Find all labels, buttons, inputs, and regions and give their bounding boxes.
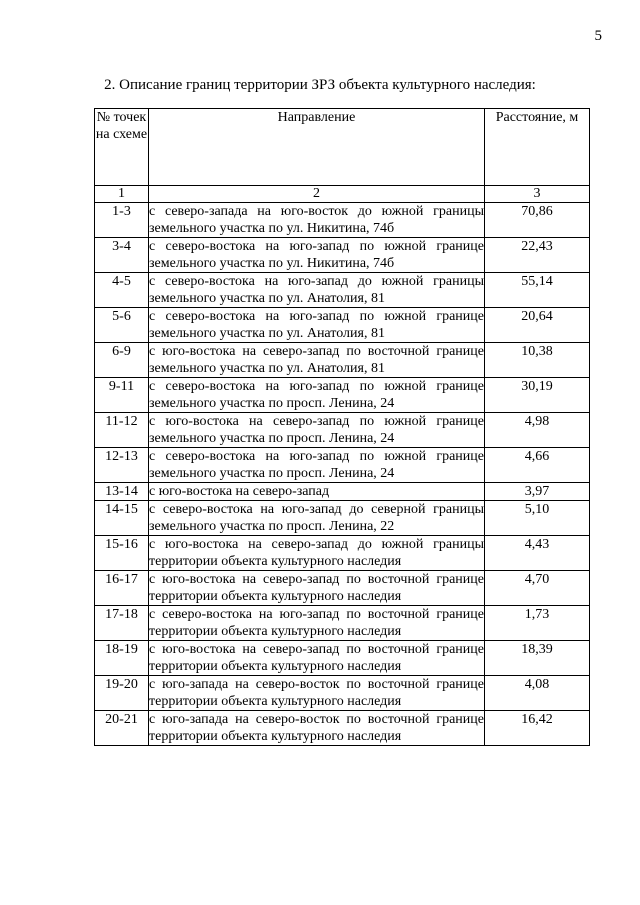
direction-text: с северо-востока на юго-запад по южной границе земельного участка по просп. Ленина, 24 xyxy=(149,449,484,481)
table-row xyxy=(95,343,590,378)
point-range: 4-5 xyxy=(95,273,149,308)
point-range: 18-19 xyxy=(95,641,149,676)
point-range: 16-17 xyxy=(95,571,149,606)
point-range: 20-21 xyxy=(95,711,149,746)
direction-text: с юго-востока на северо-запад по восточной границе территории объекта культурного наследия xyxy=(149,572,484,604)
point-range: 14-15 xyxy=(95,501,149,536)
distance-value: 1,73 xyxy=(485,606,590,641)
header-direction: Направление xyxy=(149,109,485,186)
distance-value: 70,86 xyxy=(485,203,590,238)
table-row xyxy=(95,571,590,606)
distance-value: 4,66 xyxy=(485,448,590,483)
column-index: 2 xyxy=(149,186,485,203)
direction-text: с юго-востока на северо-запад xyxy=(149,483,485,501)
distance-value: 20,64 xyxy=(485,308,590,343)
table-row xyxy=(95,378,590,413)
point-range: 12-13 xyxy=(95,448,149,483)
direction-text: с юго-востока на северо-запад по южной границе земельного участка по просп. Ленина, 24 xyxy=(149,414,484,446)
table-row xyxy=(95,606,590,641)
header-point-number: № точек на схеме xyxy=(95,109,149,186)
point-range: 5-6 xyxy=(95,308,149,343)
distance-value: 30,19 xyxy=(485,378,590,413)
distance-value: 16,42 xyxy=(485,711,590,746)
header-row xyxy=(95,109,590,186)
distance-value: 4,43 xyxy=(485,536,590,571)
distance-value: 4,08 xyxy=(485,676,590,711)
direction-text: с юго-запада на северо-восток по восточной границе территории объекта культурного наследия xyxy=(149,712,484,744)
table-row xyxy=(95,536,590,571)
direction-text: с северо-востока на юго-запад по южной границе земельного участка по просп. Ленина, 24 xyxy=(149,379,484,411)
table-row xyxy=(95,203,590,238)
distance-value: 4,98 xyxy=(485,413,590,448)
distance-value: 55,14 xyxy=(485,273,590,308)
direction-text: с юго-востока на северо-запад по восточной границе территории объекта культурного наследия xyxy=(149,642,484,674)
direction-text: с северо-востока на юго-запад по южной границе земельного участка по ул. Анатолия, 81 xyxy=(149,309,484,341)
direction-text: с юго-запада на северо-восток по восточной границе территории объекта культурного наследия xyxy=(149,677,484,709)
page-number: 5 xyxy=(594,28,602,44)
direction-text: с северо-востока на юго-запад по южной границе земельного участка по ул. Никитина, 74б xyxy=(149,239,484,271)
distance-value: 22,43 xyxy=(485,238,590,273)
table-row xyxy=(95,641,590,676)
column-index: 1 xyxy=(95,186,149,203)
point-range: 13-14 xyxy=(95,483,149,501)
point-range: 9-11 xyxy=(95,378,149,413)
table-row xyxy=(95,308,590,343)
direction-text: с северо-востока на юго-запад по восточной границе территории объекта культурного наследия xyxy=(149,607,484,639)
distance-value: 10,38 xyxy=(485,343,590,378)
direction-text: с северо-востока на юго-запад до южной границы земельного участка по ул. Анатолия, 81 xyxy=(149,274,484,306)
header-distance: Расстояние, м xyxy=(485,109,590,186)
distance-value: 5,10 xyxy=(485,501,590,536)
distance-value: 18,39 xyxy=(485,641,590,676)
point-range: 17-18 xyxy=(95,606,149,641)
column-index: 3 xyxy=(485,186,590,203)
point-range: 3-4 xyxy=(95,238,149,273)
direction-text: с юго-востока на северо-запад по восточной границе земельного участка по ул. Анатолия, 81 xyxy=(149,344,484,376)
boundary-table xyxy=(94,108,590,746)
point-range: 1-3 xyxy=(95,203,149,238)
point-range: 19-20 xyxy=(95,676,149,711)
table-row xyxy=(95,413,590,448)
direction-text: с северо-востока на юго-запад до северной границы земельного участка по просп. Ленина, 22 xyxy=(149,502,484,534)
distance-value: 3,97 xyxy=(485,483,590,501)
point-range: 6-9 xyxy=(95,343,149,378)
table-row xyxy=(95,711,590,746)
direction-text: с юго-востока на северо-запад до южной границы территории объекта культурного наследия xyxy=(149,537,484,569)
table-row xyxy=(95,483,590,501)
direction-text: с северо-запада на юго-восток до южной границы земельного участка по ул. Никитина, 74б xyxy=(149,204,484,236)
table-row xyxy=(95,448,590,483)
column-index-row xyxy=(95,186,590,203)
point-range: 11-12 xyxy=(95,413,149,448)
table-row xyxy=(95,273,590,308)
distance-value: 4,70 xyxy=(485,571,590,606)
point-range: 15-16 xyxy=(95,536,149,571)
table-row xyxy=(95,501,590,536)
section-title: 2. Описание границ территории ЗРЗ объекта культурного наследия: xyxy=(104,77,536,93)
table-row xyxy=(95,676,590,711)
table-row xyxy=(95,238,590,273)
